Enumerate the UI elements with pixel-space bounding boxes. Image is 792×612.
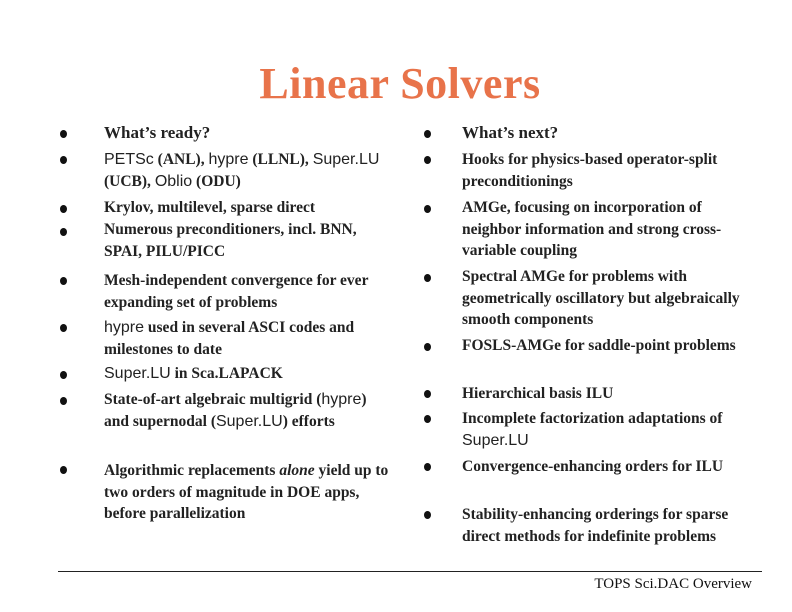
bullet-icon <box>60 205 67 213</box>
left-item-1: Krylov, multilevel, sparse direct <box>104 199 316 216</box>
bullet-icon <box>60 397 67 405</box>
left-item-7: Algorithmic replacements alone yield up to two orders of magnitude in DOE apps, before parallelization <box>104 462 389 522</box>
right-item-4: Hierarchical basis ILU <box>462 385 614 402</box>
footer-divider <box>58 571 762 572</box>
bullet-icon <box>424 463 431 471</box>
right-item-2: Spectral AMGe for problems with geometrically oscillatory but algebraically smooth components <box>462 268 740 328</box>
bullet-icon <box>424 415 431 423</box>
bullet-icon <box>60 324 67 332</box>
left-item-4: hypre used in several ASCI codes and milestones to date <box>104 319 355 358</box>
bullet-icon <box>60 130 67 138</box>
bullet-icon <box>60 277 67 285</box>
bullet-icon <box>424 130 431 138</box>
bullet-icon <box>424 156 431 164</box>
bullet-icon <box>60 156 67 164</box>
bullet-icon <box>424 343 431 351</box>
left-item-3: Mesh-independent convergence for ever expanding set of problems <box>104 272 369 311</box>
left-item-6: State-of-art algebraic multigrid (hypre) and supernodal (Super.LU) efforts <box>104 391 367 430</box>
footer-text: TOPS Sci.DAC Overview <box>594 576 752 592</box>
right-item-6: Convergence-enhancing orders for ILU <box>462 458 724 475</box>
left-item-5: Super.LU in Sca.LAPACK <box>104 365 283 382</box>
bullet-icon <box>424 390 431 398</box>
bullet-icon <box>424 205 431 213</box>
right-item-5: Incomplete factorization adaptations of Super.LU <box>462 410 723 449</box>
left-header: What’s ready? <box>104 123 211 142</box>
right-item-7: Stability-enhancing orderings for sparse direct methods for indefinite problems <box>462 506 729 545</box>
bullet-icon <box>424 511 431 519</box>
right-header: What’s next? <box>462 123 559 142</box>
right-item-3: FOSLS-AMGe for saddle-point problems <box>462 337 736 354</box>
left-item-0: PETSc (ANL), hypre (LLNL), Super.LU (UCB), Oblio (ODU) <box>104 151 380 190</box>
bullet-icon <box>60 228 67 236</box>
right-item-0: Hooks for physics-based operator-split preconditionings <box>462 151 718 190</box>
page-title: Linear Solvers <box>259 59 541 108</box>
right-item-1: AMGe, focusing on incorporation of neighbor information and strong cross-variable coupling <box>462 199 722 259</box>
bullet-icon <box>60 466 67 474</box>
left-item-2: Numerous preconditioners, incl. BNN, SPAI, PILU/PICC <box>104 221 357 260</box>
bullet-icon <box>60 371 67 379</box>
bullet-icon <box>424 274 431 282</box>
